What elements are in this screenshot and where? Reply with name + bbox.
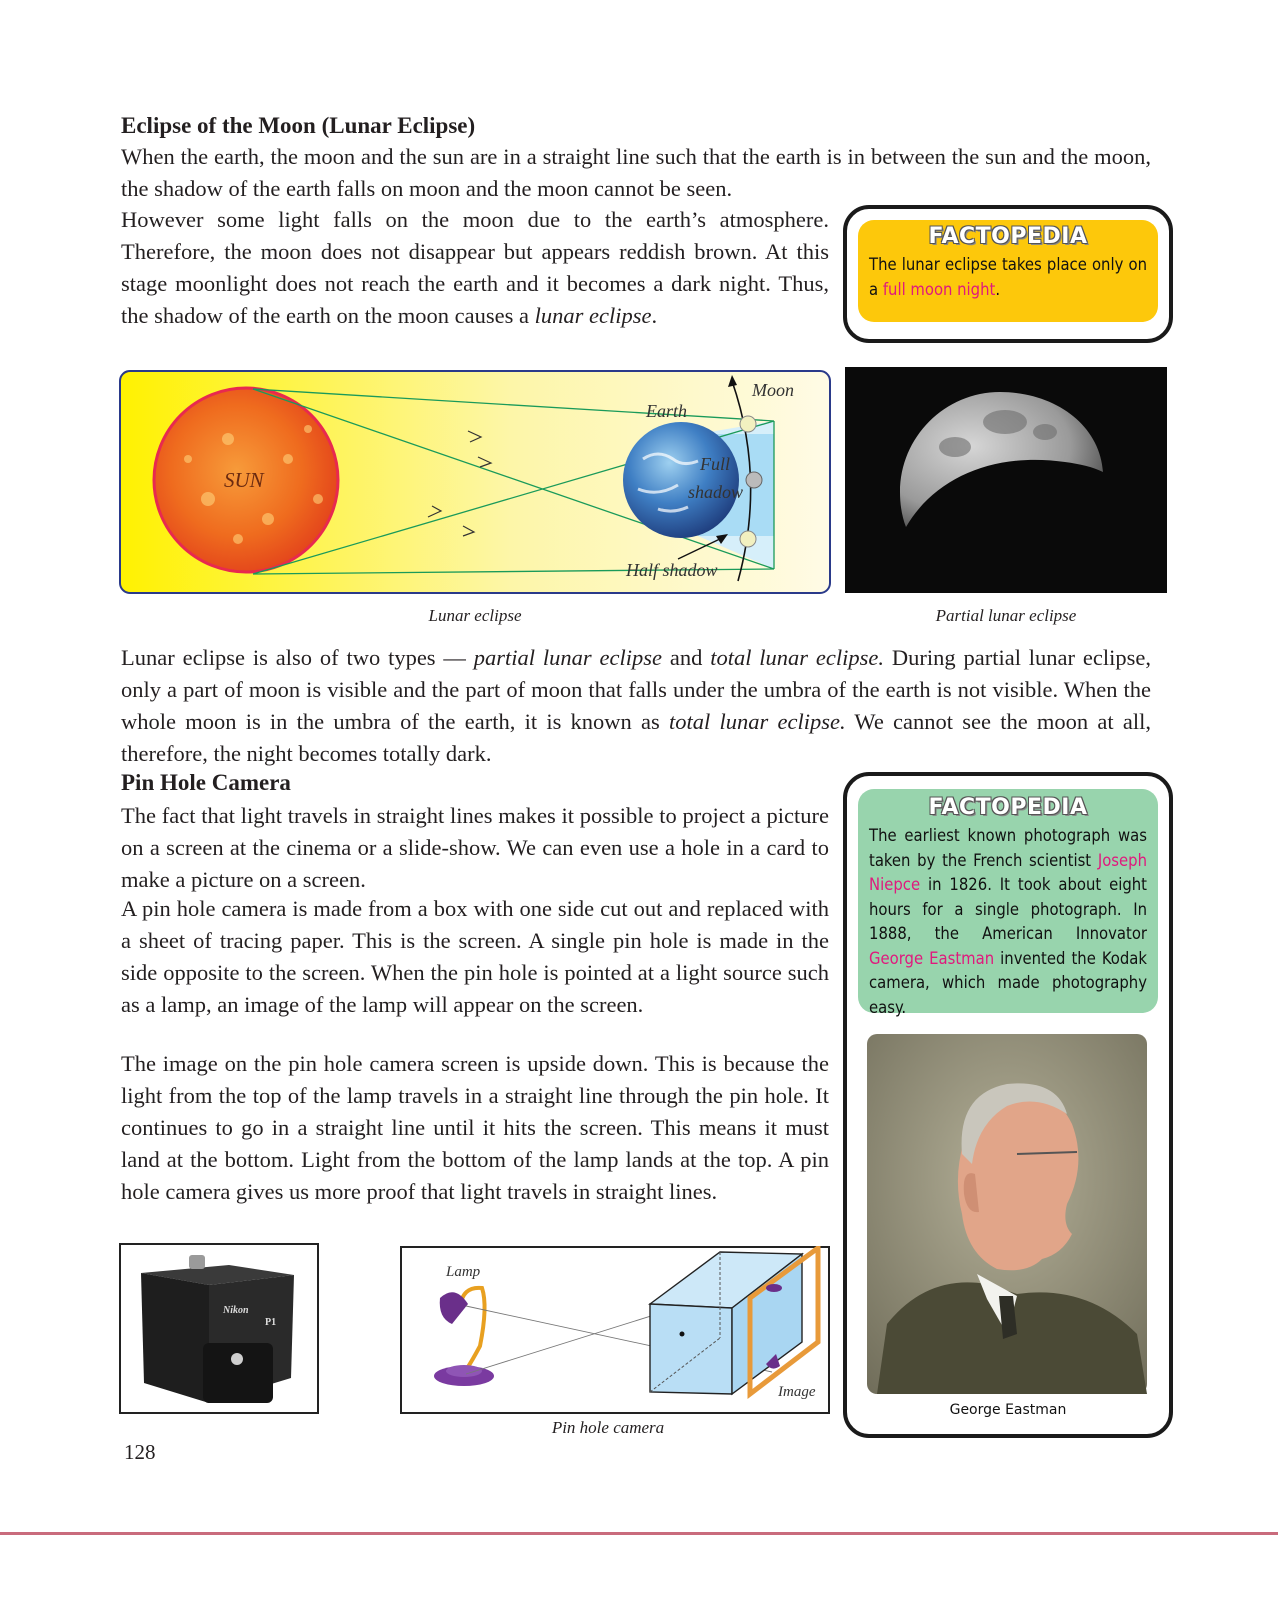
- factopedia-title-1: FACTOPEDIA: [928, 224, 1088, 249]
- lunar-eclipse-diagram: [118, 369, 832, 595]
- camera-pinhole-icon: [231, 1353, 243, 1365]
- moon-middle-icon: [746, 472, 762, 488]
- lunar-paragraph-1: When the earth, the moon and the sun are in a straight line such that the earth is in between the sun and the moon, the shadow of the earth falls on moon and the moon cannot be seen.: [121, 144, 1151, 201]
- sun-label: SUN: [224, 468, 264, 492]
- factopedia-1-end: .: [995, 279, 1001, 299]
- camera-pinhole-plate: [203, 1343, 273, 1403]
- lunar-paragraph-2-end: .: [651, 303, 658, 328]
- full-shadow-label: Full: [700, 454, 730, 474]
- factopedia-text-2: [869, 824, 1147, 1020]
- factopedia-2-text-1: The earliest known photograph was taken by the French scientist: [869, 826, 1147, 870]
- portrait-caption: George Eastman: [949, 1402, 1067, 1418]
- factopedia-box-2: [843, 772, 1173, 1438]
- full-moon-night-highlight: full moon night: [882, 279, 996, 299]
- camera-knob: [189, 1255, 205, 1269]
- george-eastman-highlight: George Eastman: [869, 948, 995, 968]
- factopedia-box-1-inner: [858, 220, 1158, 322]
- factopedia-box-1: [843, 205, 1173, 343]
- types-text-2: During partial lunar eclipse, only a part of moon is visible and the part of moon that falls under the umbra of the earth is not visible. When the whole moon is in the umbra of the earth, it is known as: [121, 645, 1151, 734]
- lamp-label: Lamp: [446, 1264, 481, 1280]
- image-label: Image: [778, 1384, 816, 1400]
- factopedia-text-1: [869, 253, 1147, 302]
- moon-bottom-icon: [740, 531, 756, 547]
- pinhole-icon: [680, 1332, 685, 1337]
- total-lunar-eclipse-term-2: total lunar eclipse.: [669, 709, 846, 734]
- footer-rule: [0, 1532, 1278, 1535]
- pinhole-camera-diagram: [400, 1246, 830, 1414]
- camera-front: [141, 1273, 209, 1403]
- nikon-pinhole-camera-photo: [119, 1243, 319, 1414]
- types-and: and: [661, 645, 711, 670]
- full-shadow-label-2: shadow: [688, 482, 744, 502]
- moon-top-icon: [740, 416, 756, 432]
- pinhole-paragraph-3: The image on the pin hole camera screen is upside down. This is because the light from the top of the lamp travels in a straight line through the pin hole. It continues to go in a straight line until it hits the screen. This means it must land at the bottom. Light from the bottom of the lamp lands at the top. A pin hole camera gives us more proof that light travels in straight lines.: [121, 1051, 829, 1204]
- pin-hole-camera-heading: Pin Hole Camera: [121, 770, 291, 795]
- partial-lunar-eclipse-photo: [845, 367, 1167, 593]
- partial-lunar-eclipse-term: partial lunar eclipse: [473, 645, 662, 670]
- camera-brand-label: Nikon: [223, 1305, 249, 1316]
- moon-label: Moon: [752, 380, 794, 400]
- george-eastman-portrait: [867, 1034, 1147, 1394]
- factopedia-2-text-3: invented the Kodak camera, which made photography easy.: [869, 948, 1147, 1017]
- page-number: 128: [124, 1440, 156, 1464]
- earth-label: Earth: [646, 401, 688, 421]
- types-text-3: We cannot see the moon at all, therefore, the night becomes totally dark.: [121, 709, 1151, 766]
- camera-model-label: P1: [265, 1317, 277, 1328]
- factopedia-title-2: FACTOPEDIA: [928, 795, 1088, 820]
- factopedia-1-text: The lunar eclipse takes place only on a: [869, 255, 1147, 299]
- pinhole-paragraph-1: The fact that light travels in straight lines makes it possible to project a picture on a screen at the cinema or a slide-show. We can even use a hole in a card to make a picture on a screen.: [121, 803, 829, 892]
- pinhole-camera-caption: Pin hole camera: [551, 1418, 665, 1437]
- eclipse-types-paragraph: [121, 642, 1151, 770]
- lunar-eclipse-heading: Eclipse of the Moon (Lunar Eclipse): [121, 113, 476, 138]
- half-shadow-label: Half shadow: [626, 560, 718, 580]
- factopedia-box-2-inner: [858, 789, 1158, 1017]
- lunar-paragraph-2: [121, 204, 829, 332]
- pinhole-paragraph-2: A pin hole camera is made from a box with one side cut out and replaced with a sheet of tracing paper. This is the screen. A single pin hole is made in the side opposite to the screen. When the pin hole is pointed at a light source such as a lamp, an image of the lamp will appear on the screen.: [121, 896, 829, 1017]
- lunar-eclipse-term: lunar eclipse: [534, 303, 652, 328]
- factopedia-2-text-2: in 1826. It took about eight hours for a single photograph. In 1888, the American Innovator: [869, 875, 1147, 943]
- joseph-niepce-highlight: Joseph Niepce: [869, 850, 1147, 894]
- lunar-paragraph-2-text: However some light falls on the moon due to the earth’s atmosphere. Therefore, the moon does not disappear but appears reddish brown. At this stage moonlight does not reach the earth and it becomes a dark night. Thus, the shadow of the earth on the moon causes a: [121, 207, 829, 328]
- earth-icon: [623, 422, 739, 538]
- types-text-1: Lunar eclipse is also of two types —: [121, 645, 474, 670]
- total-lunar-eclipse-term: total lunar eclipse.: [710, 645, 885, 670]
- partial-lunar-eclipse-caption: Partial lunar eclipse: [935, 606, 1077, 625]
- lunar-eclipse-caption: Lunar eclipse: [428, 606, 522, 625]
